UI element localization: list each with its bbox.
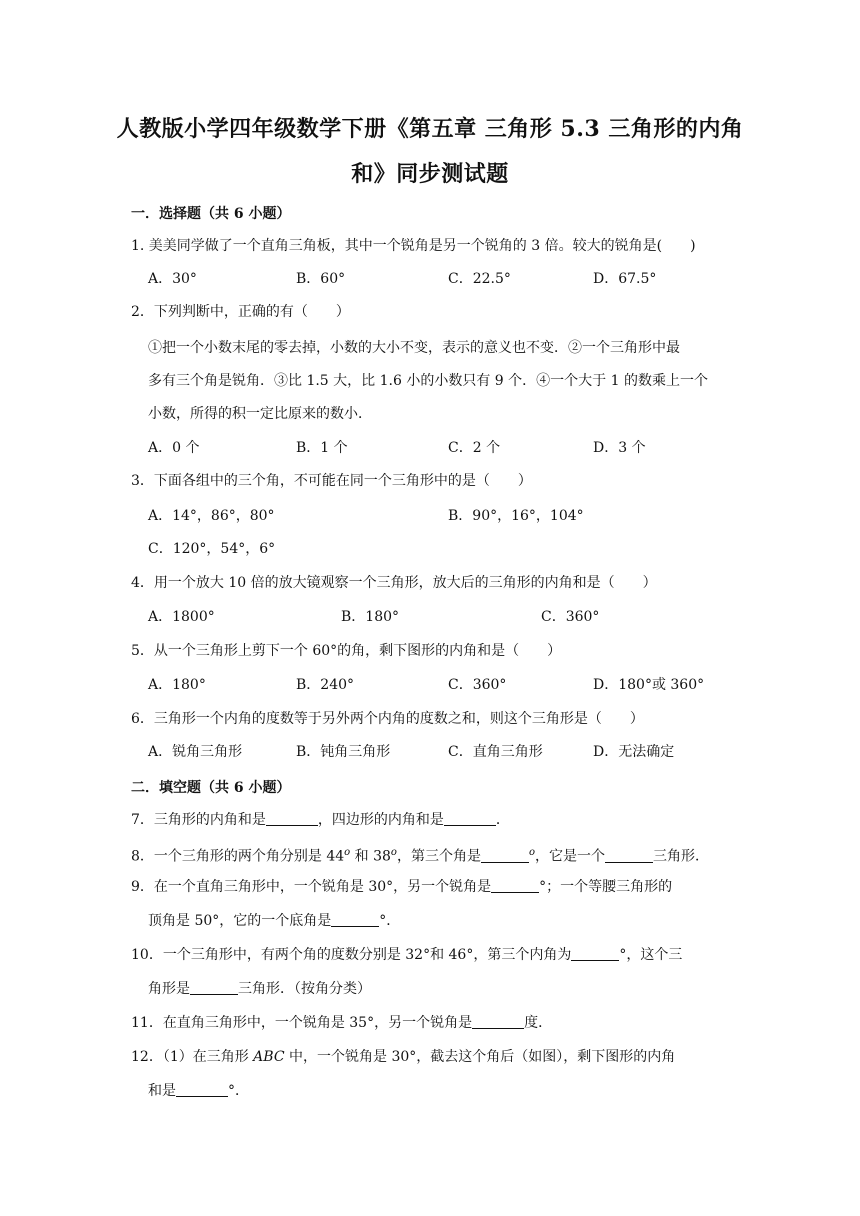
q8-text-c: ，第三个角是	[396, 848, 481, 865]
q8-text-a: 8．一个三角形的两个角分别是 44	[131, 848, 345, 865]
page-title-line2: 和》同步测试题	[351, 161, 509, 187]
q7-text-a: 7．三角形的内角和是	[131, 812, 266, 828]
q12-text-b: 中，一个锐角是 30°，截去这个角后（如图），剩下图形的内角	[284, 1049, 676, 1065]
q8-text-e: 三角形．	[652, 848, 709, 865]
q8-blank-2	[605, 848, 653, 863]
q2-body-line3: 小数，所得的积一定比原来的数小．	[148, 406, 372, 422]
q10-blank-2	[190, 980, 238, 995]
q4-option-a: A．1800°	[148, 609, 215, 625]
q12-triangle-name: ABC	[253, 1049, 285, 1065]
q4-option-b: B．180°	[341, 609, 400, 625]
question-4: 4．用一个放大 10 倍的放大镜观察一个三角形，放大后的三角形的内角和是（ ）	[131, 575, 657, 591]
q10-text-c: 角形是	[148, 981, 190, 997]
q8-blank-1	[481, 848, 529, 863]
q9-text-a: 9．在一个直角三角形中，一个锐角是 30°，另一个锐角是	[131, 879, 492, 895]
q7-blank-2	[444, 811, 496, 826]
question-10-cont	[148, 979, 753, 999]
question-3: 3．下面各组中的三个角，不可能在同一个三角形中的是（ ）	[131, 473, 532, 489]
q2-option-d: D．3 个	[593, 440, 646, 456]
q8-degree-2: o	[390, 847, 397, 858]
q2-body-line2: 多有三个角是锐角．③比 1.5 大，比 1.6 小的小数只有 9 个．④一个大于 1 的数乘上一个	[148, 373, 708, 389]
q2-option-a: A．0 个	[148, 440, 200, 456]
q12-text-a: 12．（1）在三角形	[131, 1049, 254, 1065]
question-6: 6．三角形一个内角的度数等于另外两个内角的度数之和，则这个三角形是（ ）	[131, 711, 644, 727]
q12-text-c: 和是	[148, 1083, 176, 1099]
q5-option-d: D．180°或 360°	[593, 677, 705, 693]
q1-option-b: B．60°	[296, 271, 346, 287]
q6-option-d: D．无法确定	[593, 744, 675, 760]
question-5: 5．从一个三角形上剪下一个 60°的角，剩下图形的内角和是（ ）	[131, 643, 562, 659]
q8-degree-1: o	[344, 847, 351, 858]
q9-text-d: °．	[379, 913, 401, 929]
q9-text-b: °；一个等腰三角形的	[539, 879, 673, 895]
q2-option-c: C．2 个	[448, 440, 501, 456]
q4-option-c: C．360°	[541, 609, 600, 625]
q3-option-b: B．90°，16°，104°	[448, 508, 584, 524]
q5-option-a: A．180°	[148, 677, 206, 693]
question-11	[131, 1013, 736, 1033]
q8-text-b: 和 38	[350, 848, 391, 865]
q9-blank-2	[331, 912, 379, 927]
q2-body-line1: ①把一个小数末尾的零去掉，小数的大小不变，表示的意义也不变．②一个三角形中最	[148, 340, 680, 356]
q9-text-c: 顶角是 50°，它的一个底角是	[148, 913, 332, 929]
section-heading-choice: 一．选择题（共 6 小题）	[131, 206, 291, 222]
q7-blank-1	[266, 811, 318, 826]
q7-text-c: ．	[495, 812, 510, 828]
q12-text-d: °．	[228, 1083, 249, 1099]
q11-text-a: 11．在直角三角形中，一个锐角是 35°，另一个锐角是	[131, 1015, 473, 1031]
page-title-line1: 人教版小学四年级数学下册《第五章 三角形 5.3 三角形的内角	[116, 116, 744, 142]
q6-option-a: A．锐角三角形	[148, 744, 243, 760]
q11-blank-1	[472, 1014, 524, 1029]
question-7	[131, 810, 736, 830]
section-heading-fill: 二．填空题（共 6 小题）	[131, 780, 291, 796]
question-12-cont	[148, 1081, 753, 1101]
q1-option-a: A．30°	[148, 271, 197, 287]
q9-blank-1	[491, 878, 539, 893]
q10-text-d: 三角形．（按角分类）	[238, 981, 371, 997]
question-8	[131, 843, 736, 867]
question-2: 2．下列判断中，正确的有（ ）	[131, 304, 350, 320]
q10-text-b: °，这个三	[619, 947, 683, 963]
q6-option-c: C．直角三角形	[448, 744, 543, 760]
q3-option-a: A．14°，86°，80°	[148, 508, 275, 524]
q6-option-b: B．钝角三角形	[296, 744, 391, 760]
q1-option-d: D．67.5°	[593, 271, 657, 287]
q5-option-c: C．360°	[448, 677, 507, 693]
q10-blank-1	[571, 946, 619, 961]
q11-text-b: 度．	[524, 1015, 553, 1031]
question-12	[131, 1047, 736, 1067]
q1-option-c: C．22.5°	[448, 271, 511, 287]
question-10	[131, 945, 736, 965]
q8-degree-3: o	[528, 847, 535, 858]
q12-blank-1	[176, 1082, 228, 1097]
question-1: 1. 美美同学做了一个直角三角板，其中一个锐角是另一个锐角的 3 倍。较大的锐角是( )	[131, 238, 696, 254]
question-9-cont	[148, 911, 753, 931]
q2-option-b: B．1 个	[296, 440, 348, 456]
q8-text-d: ，它是一个	[534, 848, 605, 865]
q10-text-a: 10．一个三角形中，有两个角的度数分别是 32°和 46°，第三个内角为	[131, 947, 572, 963]
q3-option-c: C．120°，54°，6°	[148, 541, 276, 557]
question-9	[131, 877, 736, 897]
q7-text-b: ，四边形的内角和是	[317, 812, 444, 828]
q5-option-b: B．240°	[296, 677, 355, 693]
